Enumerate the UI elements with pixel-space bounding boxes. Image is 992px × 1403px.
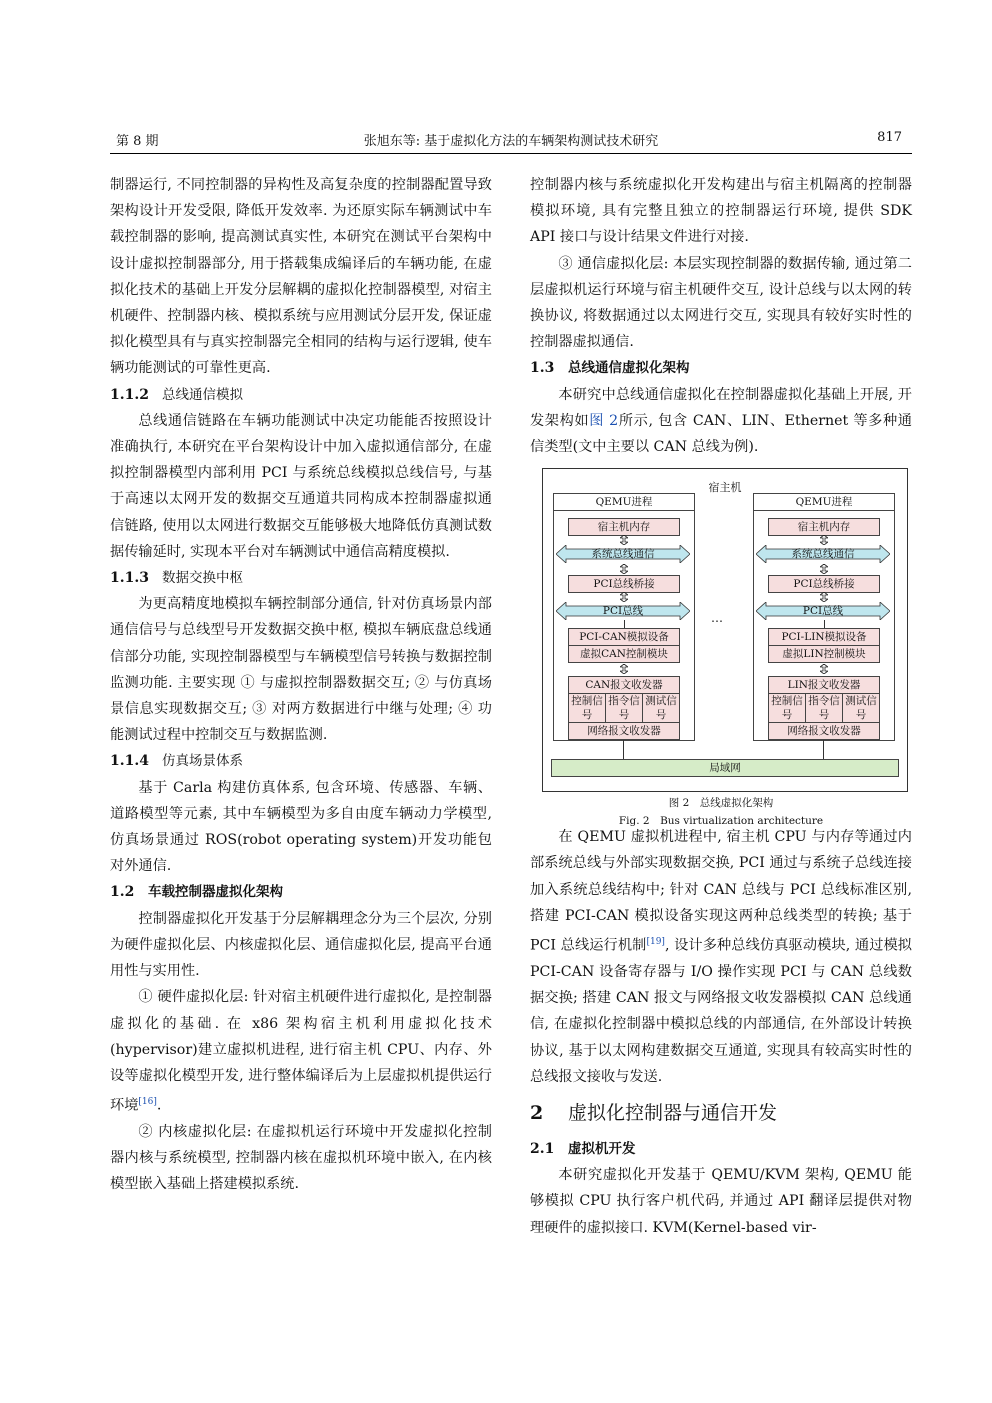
host-memory-box: 宿主机内存 [768,518,880,536]
virtual-lin-module-box: 虚拟LIN控制模块 [782,648,866,661]
can-transceiver-group [568,676,680,740]
network-transceiver-box: 网络报文收发器 [787,725,861,738]
double-arrow-icon [620,664,628,674]
qemu-process-left [553,493,695,741]
qemu-process-right [753,493,895,741]
running-title: 张旭东等: 基于虚拟化方法的车辆架构测试技术研究 [363,134,659,149]
citation[interactable]: [19] [646,937,665,948]
section-heading-1-2: 1.2 车载控制器虚拟化架构 [110,884,283,901]
ellipsis: … [711,611,723,626]
qemu-title: QEMU进程 [754,494,894,511]
page-number: 817 [877,130,902,145]
paragraph: 在 QEMU 虚拟机进程中, 宿主机 CPU 与内存等通过内部系统总线与外部实现数据交换, PCI 通过与系统子总线连接加入系统总线结构中; 针对 CAN 总线与 PCI 总线标准区别, 搭建 PCI-CAN 模拟设备实现这两种总线类型的转换; 基于 PCI 总线运行机制[19], 设计多种总线仿真驱动模块, 通过模拟 PCI-CAN 设备寄存器与 I/O 操作实现 PCI 与 CAN 总线数据交换; 搭建 CAN 报文与网络报文收发器模拟 CAN 总线通信, 在虚拟化控制器中模拟总线的内部通信, 在外部设计转换协议, 基于以太网构建数据交互通道, 实现具有较高实时性的总线报文接收与发送. [530,829,912,1085]
pci-can-device-group [568,628,680,663]
paragraph: 本研究虚拟化开发基于 QEMU/KVM 架构, QEMU 能够模拟 CPU 执行客户机代码, 并通过 API 翻译层提供对物理硬件的虚拟接口. KVM(Kernel-based vir- [530,1167,912,1236]
pci-bridge-box: PCI总线桥接 [568,575,680,593]
connector-line [624,620,625,628]
test-signal-box: 测试信号 [645,695,677,722]
test-signal-box: 测试信号 [845,695,877,722]
host-memory-box: 宿主机内存 [568,518,680,536]
network-transceiver-box: 网络报文收发器 [587,725,661,738]
figure-bus-virtualization [530,468,912,828]
double-arrow-icon [820,592,828,602]
paragraph: ② 内核虚拟化层: 在虚拟机运行环境中开发虚拟化控制器内核与系统模型, 控制器内核在虚拟机环境中嵌入, 在内核模型嵌入基础上搭建模拟系统. [110,1124,492,1193]
header-rule [110,153,912,154]
command-signal-box: 指令信号 [806,694,843,722]
caption-en: Fig. 2 Bus virtualization architecture [618,815,824,828]
section-heading-1-1-4: 1.1.4 仿真场景体系 [110,753,243,770]
section-heading-2-1: 2.1 虚拟机开发 [530,1141,636,1157]
lin-transceiver-box: LIN报文收发器 [769,677,879,694]
signal-row [569,694,679,723]
control-signal-box: 控制信号 [769,694,806,722]
paragraph: 控制器虚拟化开发基于分层解耦理念分为三个层次, 分别为硬件虚拟化层、内核虚拟化层、通信虚拟化层, 提高平台通用性与实用性. [110,910,492,980]
figure-caption [530,794,912,830]
paragraph: 制器运行, 不同控制器的异构性及高复杂度的控制器配置导致架构设计开发受限, 降低开发效率. 为还原实际车辆测试中车载控制器的影响, 提高测试真实性, 本研究在测试平台架构中设计虚拟控制器部分, 用于搭载集成编译后的车辆功能, 在虚拟化技术的基础上开发分层解耦的虚拟化控制器模型, 对宿主机硬件、控制器内核、模拟系统与应用测试分层开发, 保证虚拟化模型具有与真实控制器完全相同的结构与运行逻辑, 使车辆功能测试的可靠性更高. [110,177,492,377]
paragraph: ③ 通信虚拟化层: 本层实现控制器的数据传输, 通过第二层虚拟机运行环境与宿主机硬件交互, 设计总线与以太网的转换协议, 将数据通过以太网进行交互, 实现具有较好实时性的控制器虚拟通信. [530,255,912,351]
pci-lin-device-group [768,628,880,663]
signal-row [769,694,879,723]
paragraph: 为更高精度地模拟车辆控制部分通信, 针对仿真场景内部通信信号与总线型号开发数据交换中枢, 模拟车辆底盘总线通信部分功能, 实现控制器模型与车辆模型信号转换与数据控制监测功能. 主要实现 ① 与虚拟控制器数据交互; ② 与仿真场景信息实现数据交互; ③ 对两方数据进行中继与处理; ④ 功能测试过程中控制交互与数据监测. [110,596,492,744]
host-label: 宿主机 [708,481,742,495]
command-signal-box: 指令信号 [606,694,643,722]
paragraph: ① 硬件虚拟化层: 针对宿主机硬件进行虚拟化, 是控制器虚拟化的基础. 在 x86 架构宿主机利用虚拟化技术(hypervisor)建立虚拟机进程, 进行宿主机 CPU、内存、外设等虚拟化模型开发, 进行整体编译后为上层虚拟机提供运行环境[16]. [110,989,492,1114]
system-bus-band: 系统总线通信 [756,545,890,563]
lan-bar: 局域网 [551,759,899,777]
figure-reference-link[interactable]: 图 2 [589,412,619,429]
double-arrow-icon [620,535,628,545]
pci-can-device-box: PCI-CAN模拟设备 [569,629,679,646]
section-heading-1-1-3: 1.1.3 数据交换中枢 [110,570,243,587]
section-heading-1-3: 1.3 总线通信虚拟化架构 [530,360,690,377]
pci-lin-device-box: PCI-LIN模拟设备 [769,629,879,646]
can-transceiver-box: CAN报文收发器 [569,677,679,694]
double-arrow-icon [820,535,828,545]
issue-number: 第 8 期 [116,134,159,149]
connector-line [824,620,825,628]
virtual-can-module-box: 虚拟CAN控制模块 [580,648,668,661]
control-signal-box: 控制信号 [569,694,606,722]
double-arrow-icon [620,564,628,574]
paragraph: 本研究中总线通信虚拟化在控制器虚拟化基础上开展, 开发架构如图 2所示, 包含 CAN、LIN、Ethernet 等多种通信类型(文中主要以 CAN 总线为例). [530,386,912,456]
lin-transceiver-group [768,676,880,740]
lan-connector-right [823,740,824,759]
pci-bus-band: PCI总线 [756,602,890,620]
caption-cn: 图 2 总线虚拟化架构 [668,797,774,810]
section-heading-2: 2 虚拟化控制器与通信开发 [530,1102,778,1124]
left-column [110,172,492,1198]
running-header [110,130,912,152]
paragraph: 总线通信链路在车辆功能测试中决定功能能否按照设计准确执行, 本研究在平台架构设计中加入虚拟通信部分, 在虚拟控制器模型内部利用 PCI 与系统总线模拟总线信号, 与基于高速以太网开发的数据交互通道共同构成本控制器虚拟通信链路, 使用以太网进行数据交互能够极大地降低仿真测试数据传输延时, 实现本平台对车辆测试中通信高精度模拟. [110,412,492,560]
citation[interactable]: [16] [138,1097,157,1108]
host-frame [542,468,908,792]
pci-bridge-box: PCI总线桥接 [768,575,880,593]
qemu-title: QEMU进程 [554,494,694,511]
section-heading-1-1-2: 1.1.2 总线通信模拟 [110,386,243,403]
paragraph: 基于 Carla 构建仿真体系, 包含环境、传感器、车辆、道路模型等元素, 其中车辆模型为多自由度车辆动力学模型, 仿真场景通过 ROS(robot operating system)开发功能包对外通信. [110,779,492,875]
double-arrow-icon [820,664,828,674]
right-column [530,172,912,1241]
paragraph: 控制器内核与系统虚拟化开发构建出与宿主机隔离的控制器模拟环境, 具有完整且独立的控制器运行环境, 提供 SDK API 接口与设计结果文件进行对接. [530,177,912,246]
lan-connector-left [623,740,624,759]
system-bus-band: 系统总线通信 [556,545,690,563]
pci-bus-band: PCI总线 [556,602,690,620]
double-arrow-icon [820,564,828,574]
double-arrow-icon [620,592,628,602]
